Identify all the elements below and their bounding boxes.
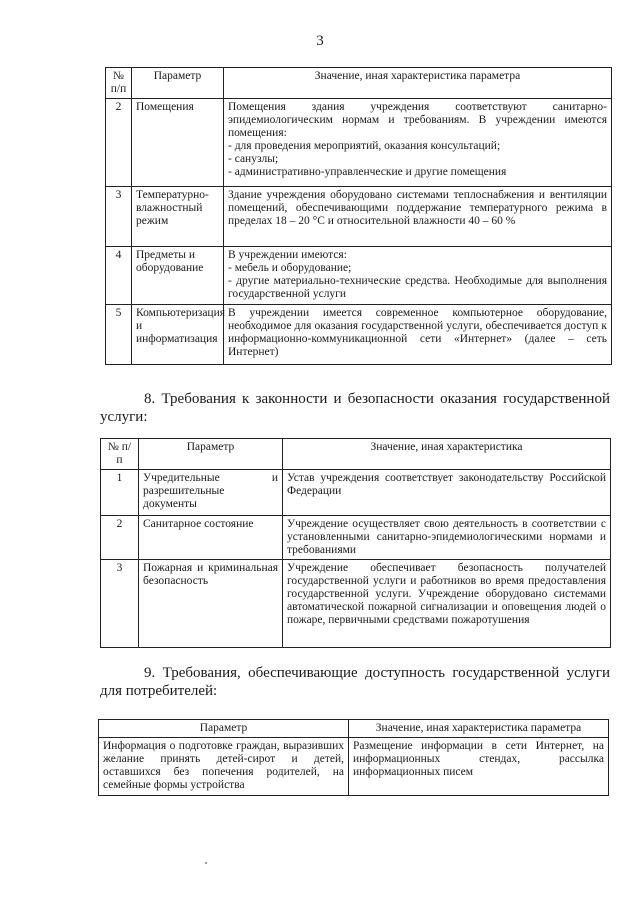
scan-speck (205, 862, 207, 864)
column-header-value: Значение, иная характеристика параметра (349, 720, 609, 738)
value-line: - административно-управленческие и другие помещения (228, 166, 507, 178)
column-header-parameter: Параметр (132, 68, 224, 99)
row-number: 2 (106, 99, 132, 187)
column-header-number: № п/п (106, 68, 132, 99)
column-header-number: № п/п (101, 439, 139, 470)
value-line: Здание учреждения оборудовано системами теплоснабжения и вентиляции помещений, обеспечивающими поддержание температурного режима в пределах 18 – 20 °С и относительной влажности 40 – 60 % (228, 189, 607, 227)
table-accessibility (98, 719, 609, 796)
row-number: 3 (101, 560, 139, 648)
table-header-row (101, 439, 611, 470)
row-parameter: Помещения (132, 99, 224, 187)
value-line: - для проведения мероприятий, оказания консультаций; (228, 140, 501, 152)
row-value (224, 305, 612, 365)
section-9-heading: 9. Требования, обеспечивающие доступность государственной услуги для потребителей: (100, 665, 610, 699)
row-value (224, 247, 612, 305)
row-number: 2 (101, 516, 139, 560)
row-value: Учреждение обеспечивает безопасность получателей государственной услуги и работников во время предоставления государственной услуги. Учреждение оборудовано системами автоматической пожарной сигнализации и оповещения людей о пожаре, первичными средствами пожаротушения (283, 560, 611, 648)
value-line: - санузлы; (228, 153, 279, 165)
row-number: 3 (106, 187, 132, 247)
row-parameter: Предметы и оборудование (132, 247, 224, 305)
row-value: Устав учреждения соответствует законодательству Российской Федерации (283, 470, 611, 516)
table-row (106, 247, 612, 305)
row-value (224, 99, 612, 187)
value-line: - другие материально-технические средства. Необходимые для выполнения государственной услуги (228, 275, 607, 300)
value-line: Помещения здания учреждения соответствуют санитарно-эпидемиологическим нормам и требованиям. В учреждении имеются помещения: (228, 101, 607, 139)
row-number: 1 (101, 470, 139, 516)
table-row (99, 738, 609, 796)
column-header-parameter: Параметр (99, 720, 349, 738)
column-header-value: Значение, иная характеристика (283, 439, 611, 470)
row-parameter: Температурно-влажностный режим (132, 187, 224, 247)
table-legality-safety (100, 438, 611, 648)
table-row (106, 305, 612, 365)
section-8-heading: 8. Требования к законности и безопасности оказания государственной услуги: (100, 391, 610, 425)
column-header-parameter: Параметр (139, 439, 283, 470)
table-row (106, 99, 612, 187)
value-line: В учреждении имеются: (228, 249, 347, 261)
row-value: Размещение информации в сети Интернет, на информационных стендах, рассылка информационных писем (349, 738, 609, 796)
row-value: Учреждение осуществляет свою деятельность в соответствии с установленными санитарно-эпидемиологическими нормами и требованиями (283, 516, 611, 560)
row-parameter: Учредительные и разрешительные документы (139, 470, 283, 516)
column-header-value: Значение, иная характеристика параметра (224, 68, 612, 99)
value-line: В учреждении имеется современное компьютерное оборудование, необходимое для оказания государственной услуги, обеспечивается доступ к информационно-коммуникационной сети «Интернет» (далее – сеть Интернет) (228, 307, 607, 358)
table-header-row (106, 68, 612, 99)
value-line: - мебель и оборудование; (228, 262, 352, 274)
row-parameter: Пожарная и криминальная безопасность (139, 560, 283, 648)
table-row (101, 470, 611, 516)
table-header-row (99, 720, 609, 738)
row-parameter: Компьютеризация и информатизация (132, 305, 224, 365)
table-row (106, 187, 612, 247)
page-number: 3 (316, 33, 324, 49)
row-value (224, 187, 612, 247)
table-row (101, 516, 611, 560)
row-number: 5 (106, 305, 132, 365)
row-number: 4 (106, 247, 132, 305)
row-parameter: Информация о подготовке граждан, выразивших желание принять детей-сирот и детей, оставшихся без попечения родителей, на семейные формы устройства (99, 738, 349, 796)
table-premises-conditions (105, 67, 612, 365)
table-row (101, 560, 611, 648)
row-parameter: Санитарное состояние (139, 516, 283, 560)
